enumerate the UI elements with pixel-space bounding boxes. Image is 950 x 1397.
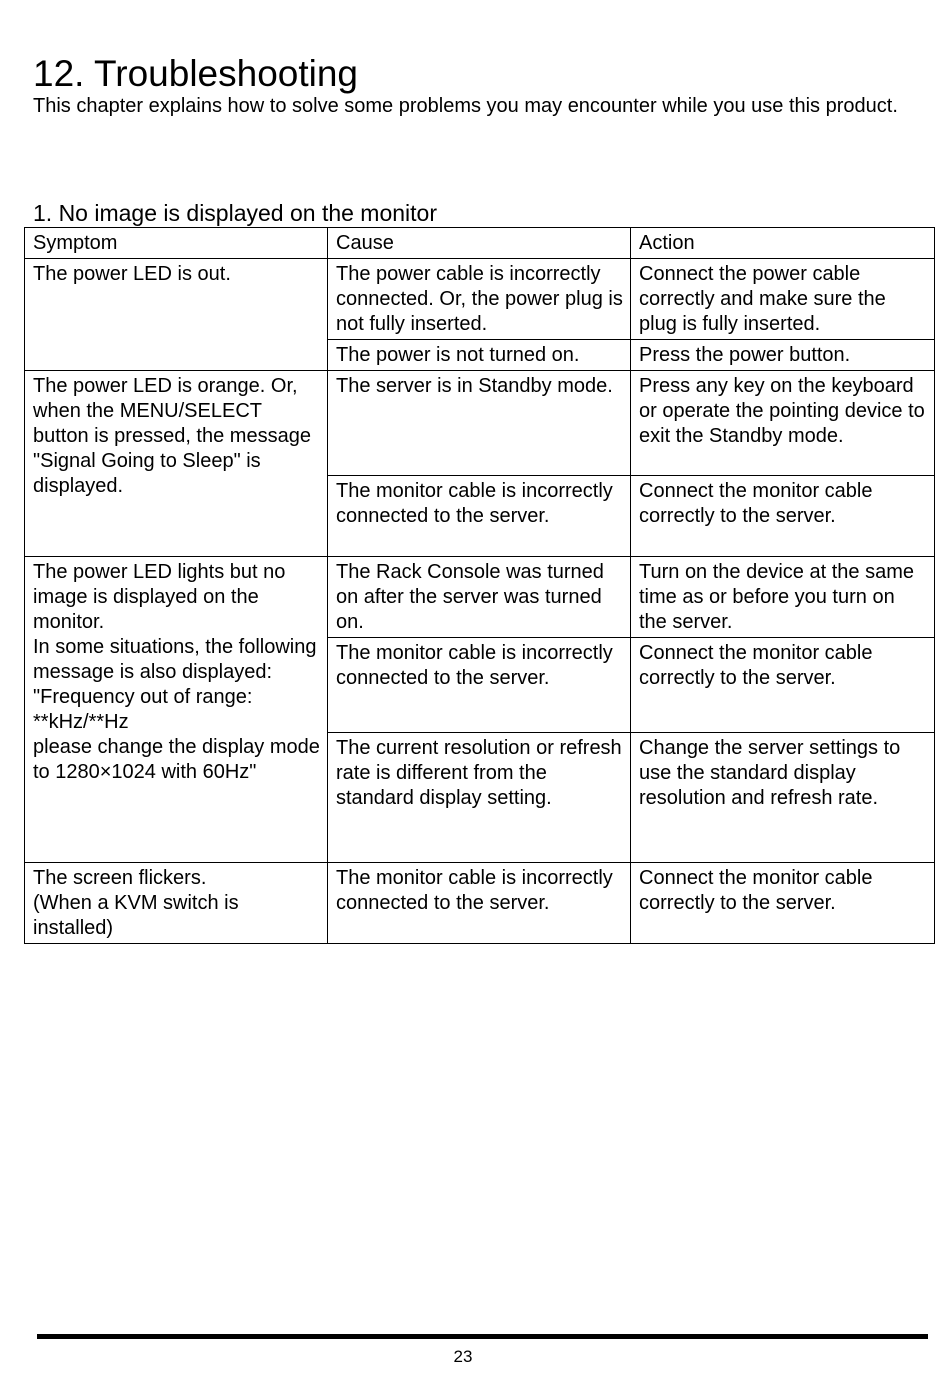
table-row	[25, 863, 935, 944]
action-cell: Connect the monitor cable correctly to the server.	[631, 863, 935, 944]
cause-cell: The monitor cable is incorrectly connected to the server.	[328, 638, 631, 733]
cause-cell: The monitor cable is incorrectly connected to the server.	[328, 476, 631, 557]
table-row	[25, 371, 935, 476]
symptom-cell: The power LED is orange. Or, when the MENU/SELECT button is pressed, the message "Signal Going to Sleep" is displayed.	[25, 371, 328, 557]
header-action: Action	[631, 228, 935, 259]
action-cell: Connect the monitor cable correctly to the server.	[631, 638, 935, 733]
action-cell: Connect the monitor cable correctly to the server.	[631, 476, 935, 557]
cause-cell: The server is in Standby mode.	[328, 371, 631, 476]
table-row	[25, 557, 935, 638]
cause-cell: The power cable is incorrectly connected. Or, the power plug is not fully inserted.	[328, 259, 631, 340]
action-cell: Connect the power cable correctly and make sure the plug is fully inserted.	[631, 259, 935, 340]
cause-cell: The current resolution or refresh rate is different from the standard display setting.	[328, 733, 631, 863]
troubleshooting-table	[24, 227, 935, 944]
symptom-cell: The power LED is out.	[25, 259, 328, 371]
action-cell: Press any key on the keyboard or operate the pointing device to exit the Standby mode.	[631, 371, 935, 476]
table-header-row	[25, 228, 935, 259]
page-number: 23	[453, 1347, 473, 1366]
cause-cell: The power is not turned on.	[328, 340, 631, 371]
symptom-cell: The screen flickers. (When a KVM switch is installed)	[25, 863, 328, 944]
table-row	[25, 259, 935, 340]
action-cell: Change the server settings to use the standard display resolution and refresh rate.	[631, 733, 935, 863]
action-cell: Turn on the device at the same time as or before you turn on the server.	[631, 557, 935, 638]
section-title: 1. No image is displayed on the monitor	[33, 200, 437, 226]
cause-cell: The Rack Console was turned on after the server was turned on.	[328, 557, 631, 638]
header-symptom: Symptom	[25, 228, 328, 259]
chapter-title: 12. Troubleshooting	[33, 53, 359, 94]
action-cell: Press the power button.	[631, 340, 935, 371]
chapter-intro: This chapter explains how to solve some problems you may encounter while you use this product.	[33, 95, 898, 117]
footer-divider	[37, 1334, 928, 1339]
symptom-cell: The power LED lights but no image is displayed on the monitor. In some situations, the following message is also displayed: "Frequency out of range: **kHz/**Hz please change the display mode to 1280×1024 with 60Hz"	[25, 557, 328, 863]
header-cause: Cause	[328, 228, 631, 259]
cause-cell: The monitor cable is incorrectly connected to the server.	[328, 863, 631, 944]
